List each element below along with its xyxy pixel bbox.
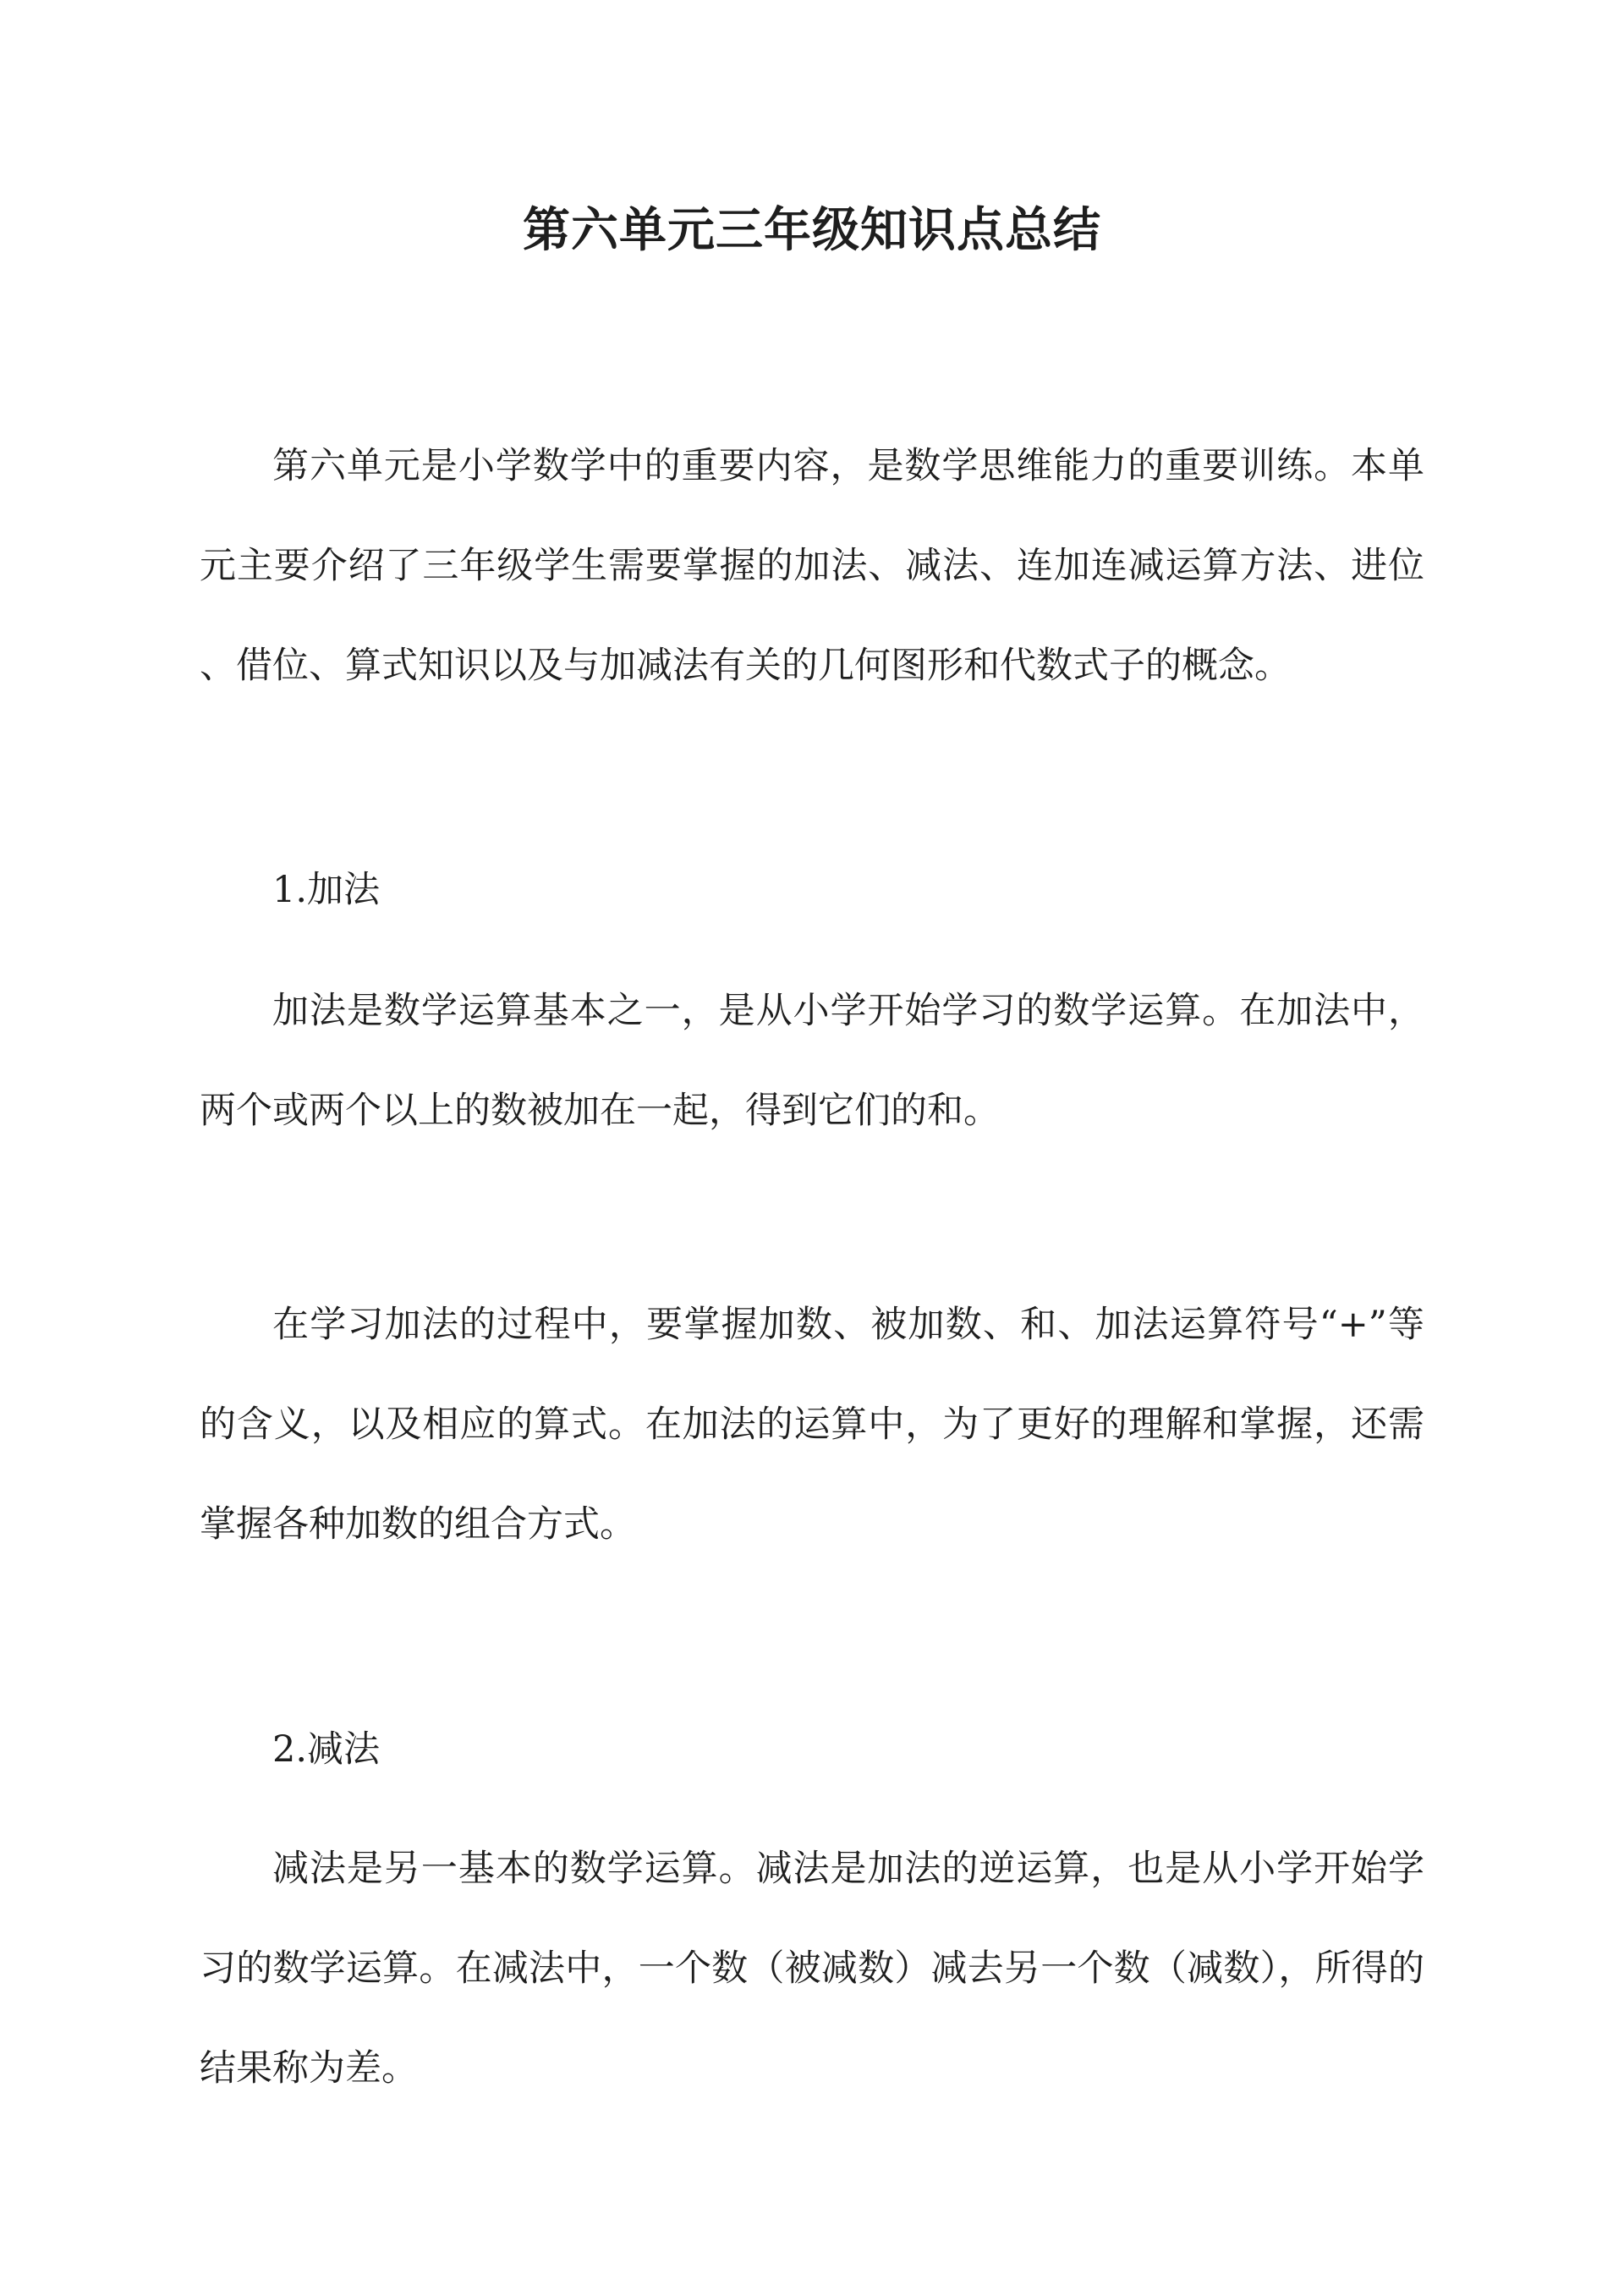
document-title: 第六单元三年级知识点总结 bbox=[523, 202, 1101, 258]
addition-paragraph-1: 加法是数学运算基本之一，是从小学开始学习的数学运算。在加法中，两个或两个以上的数被加在一起，得到它们的和。 bbox=[200, 990, 1424, 1132]
intro-paragraph: 第六单元是小学数学中的重要内容，是数学思维能力的重要训练。本单元主要介绍了三年级学生需要掌握的加法、减法、连加连减运算方法、进位、借位、算式知识以及与加减法有关的几何图形和代数式子的概念。 bbox=[200, 445, 1424, 687]
section-heading-subtraction: 2.减法 bbox=[272, 1728, 381, 1771]
subtraction-paragraph-1: 减法是另一基本的数学运算。减法是加法的逆运算，也是从小学开始学习的数学运算。在减法中，一个数（被减数）减去另一个数（减数），所得的结果称为差。 bbox=[200, 1848, 1424, 2090]
addition-paragraph-2: 在学习加法的过程中，要掌握加数、被加数、和、加法运算符号“+”等的含义，以及相应的算式。在加法的运算中，为了更好的理解和掌握，还需掌握各种加数的组合方式。 bbox=[200, 1304, 1424, 1546]
section-heading-addition: 1.加法 bbox=[272, 869, 381, 911]
